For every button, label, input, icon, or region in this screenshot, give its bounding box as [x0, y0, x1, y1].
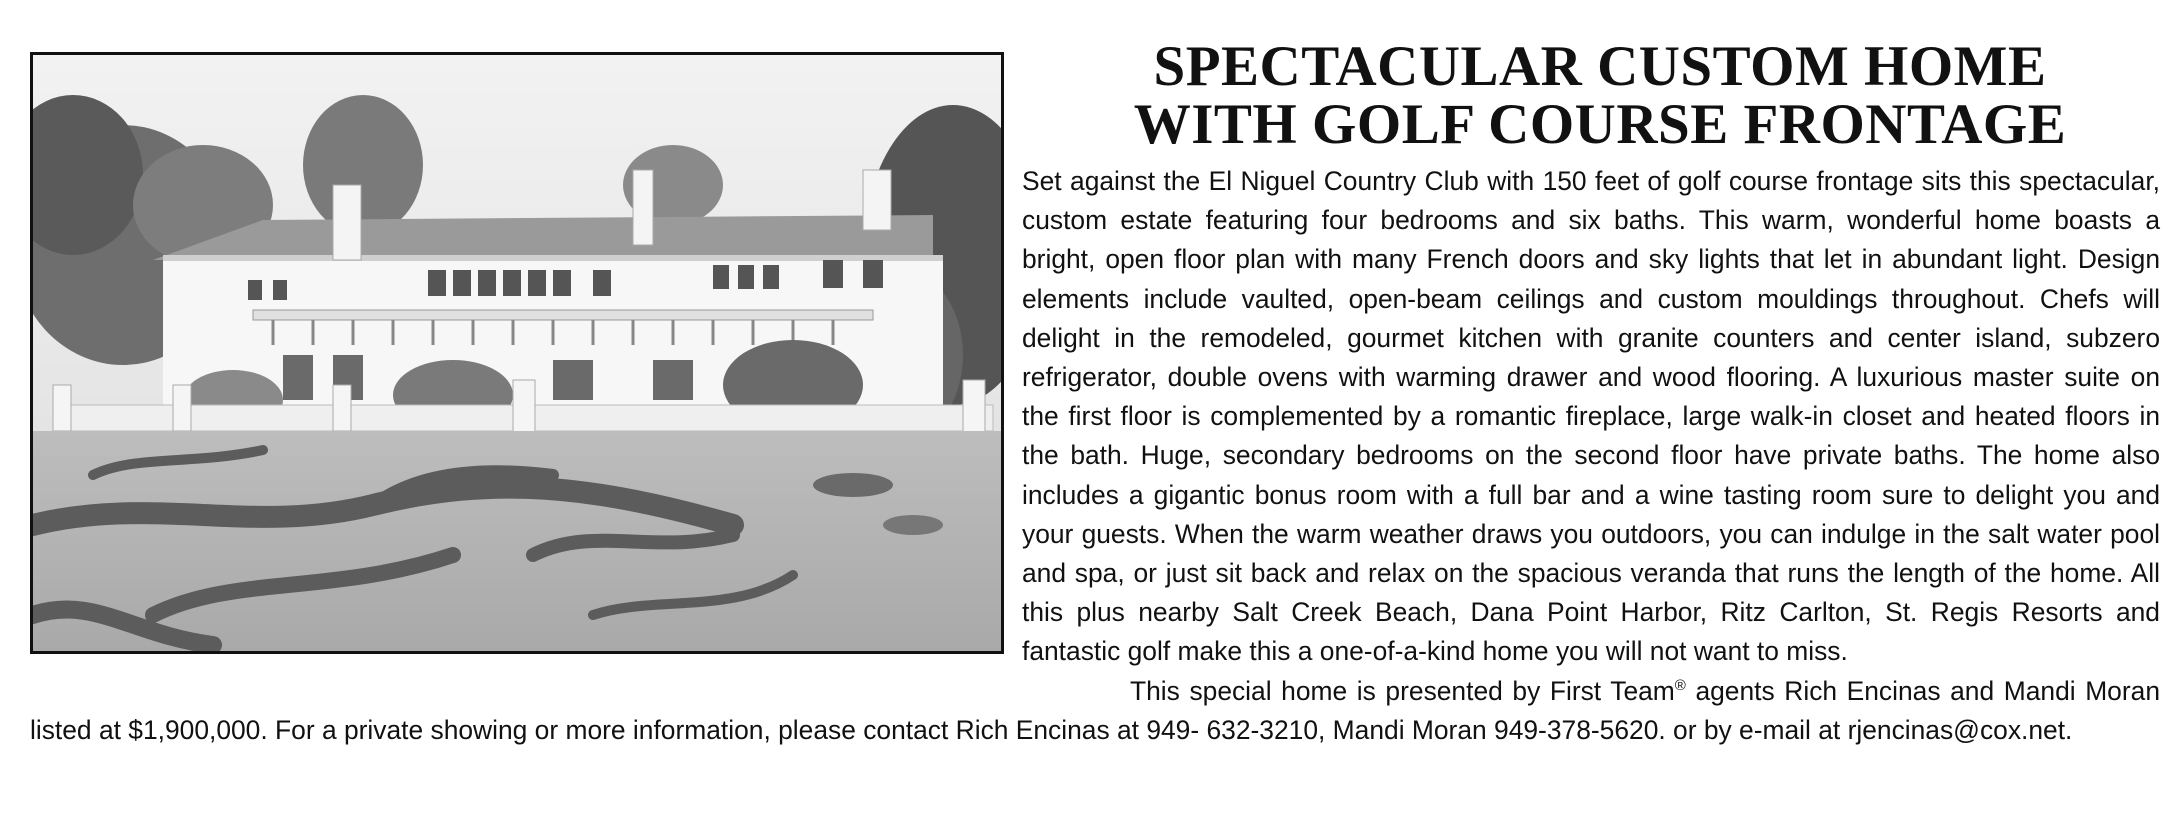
headline-line-1: SPECTACULAR CUSTOM HOME — [1153, 35, 2047, 98]
registered-mark: ® — [1674, 676, 1686, 694]
listing-body — [30, 162, 2160, 750]
contact-text-1: This special home is presented by First Team — [1130, 675, 1675, 706]
agent-contact — [30, 672, 2160, 750]
headline-line-2: WITH GOLF COURSE FRONTAGE — [1133, 93, 2067, 156]
listing-description: Set against the El Niguel Country Club with 150 feet of golf course frontage sits this spectacular, custom estate featuring four bedrooms and six baths. This warm, wonderful home boasts a bright, open floor plan with many French doors and sky lights that let in abundant light. Design elements include vaulted, open-beam ceilings and custom mouldings throughout. Chefs will delight in the remodeled, gourmet kitchen with granite counters and center island, subzero refrigerator, double ovens with warming drawer and wood flooring. A luxurious master suite on the first floor is complemented by a romantic fireplace, large walk-in closet and heated floors in the bath. Huge, secondary bedrooms on the second floor have private baths. The home also includes a gigantic bonus room with a full bar and a wine tasting room sure to delight you and your guests. When the warm weather draws you outdoors, you can indulge in the salt water pool and spa, or just sit back and relax on the spacious veranda that runs the length of the home. All this plus nearby Salt Creek Beach, Dana Point Harbor, Ritz Carlton, St. Regis Resorts and fantastic golf make this a one-of-a-kind home you will not want to miss. — [1022, 166, 2160, 667]
photo-wrap-space — [30, 162, 1022, 682]
contact-text-2: agents Rich Encinas and Mandi Moran listed at $1,900,000. For a private showing or more information, please contact Rich Encinas at 949- 632-3210, Mandi Moran 949-378-5620. or by e-mail at rjencinas@cox.net. — [30, 675, 2161, 745]
headline — [1030, 35, 2170, 156]
